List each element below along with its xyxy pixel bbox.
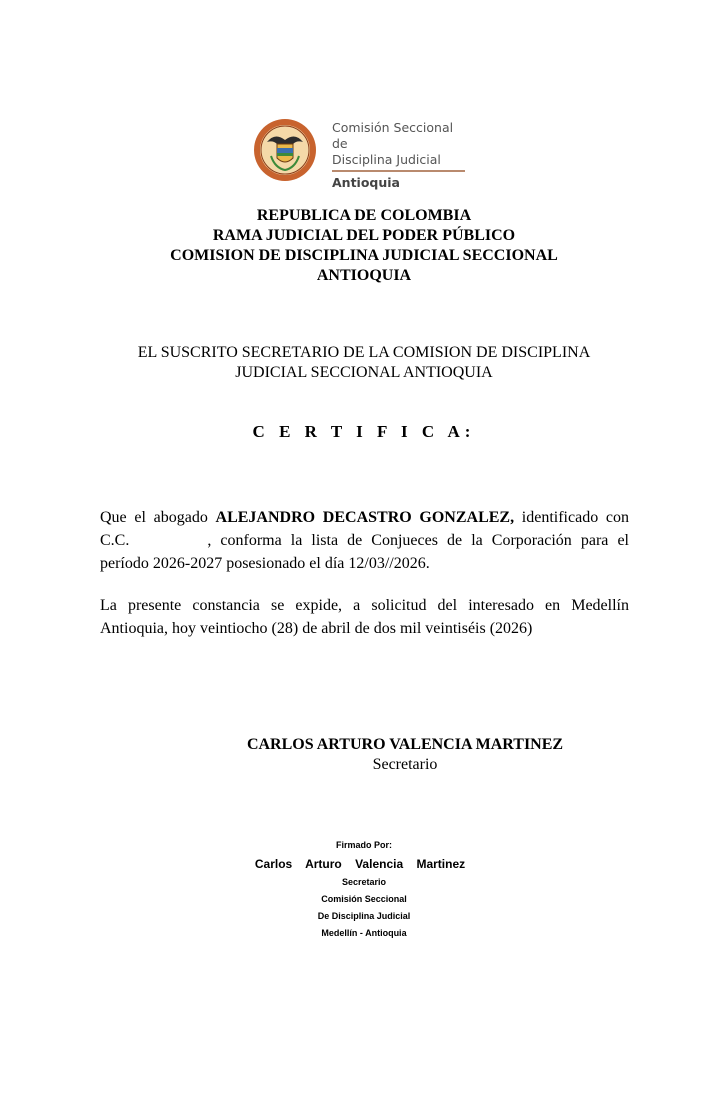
logo-line-2: Disciplina Judicial [332,152,441,167]
issuer-statement [0,343,728,383]
issuance-paragraph: La presente constancia se expide, a solicitud del interesado en Medellín Antioquia, hoy veintiocho (28) de abril de dos mil veintiséis (2026) [100,597,629,637]
heading-line-1: REPUBLICA DE COLOMBIA [256,207,472,224]
paragraph-intro: Que el abogado [100,509,216,526]
signature-org-2: De Disciplina Judicial [317,911,411,921]
signature-label: Firmado Por: [335,840,392,850]
coat-of-arms-seal-icon [253,118,317,182]
document-heading [0,206,728,286]
paragraph-rest: , conforma la lista de Conjueces de la Corporación para el período 2026-2027 posesionado el día 12/03//2026. [100,532,629,572]
paragraph-id-text: identificado con C.C. [100,509,629,549]
logo-line-3: Antioquia [332,175,400,190]
heading-line-4: ANTIOQUIA [316,267,412,284]
logo-line-1: Comisión Seccional de [332,120,454,151]
issuer-line-1: EL SUSCRITO SECRETARIO DE LA COMISION DE DISCIPLINA [137,344,591,361]
signature-name: Carlos Arturo Valencia Martinez [254,857,466,871]
signer-name: CARLOS ARTURO VALENCIA MARTINEZ [246,736,564,753]
lawyer-name: ALEJANDRO DECASTRO GONZALEZ, [215,509,515,526]
logo-text [332,120,472,191]
certification-paragraph [100,506,629,575]
certifica-title: C E R T I F I C A: [252,422,476,441]
signature-role: Secretario [341,877,387,887]
signer-title: Secretario [372,756,438,773]
digital-signature-block [0,837,728,942]
institution-logo [253,115,473,190]
signer-block [0,735,728,775]
signature-org-1: Comisión Seccional [321,894,407,904]
heading-line-3: COMISION DE DISCIPLINA JUDICIAL SECCIONAL [170,247,558,264]
issuer-line-2: JUDICIAL SECCIONAL ANTIOQUIA [235,364,493,381]
heading-line-2: RAMA JUDICIAL DEL PODER PÚBLICO [212,227,516,244]
signature-city: Medellín - Antioquia [321,928,407,938]
logo-divider [332,170,465,172]
